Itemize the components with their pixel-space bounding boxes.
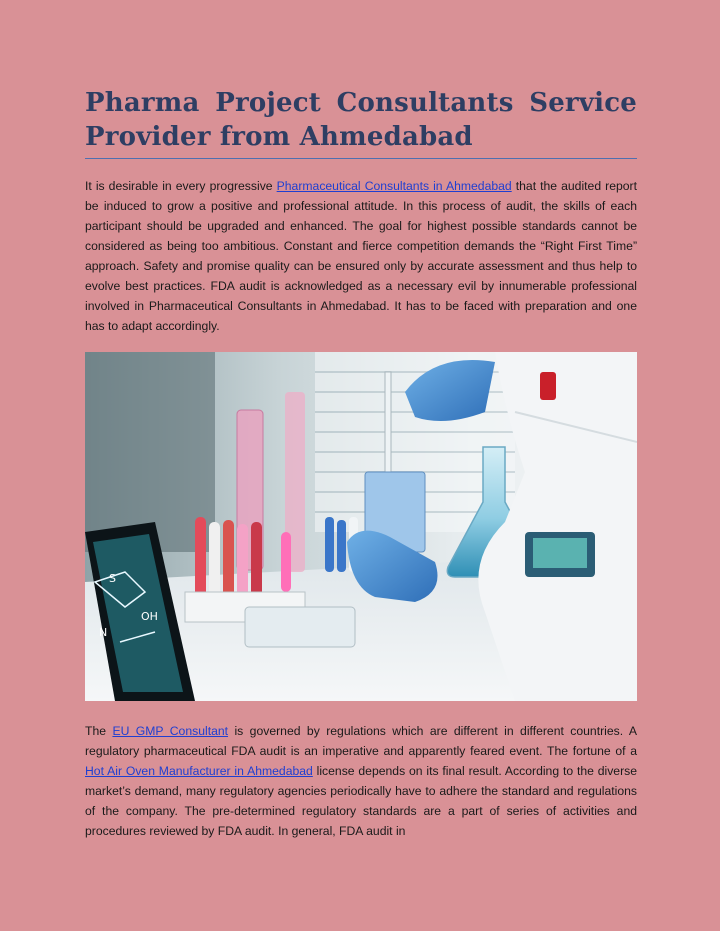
- gmp-paragraph: [85, 721, 637, 841]
- gmp-text-2: is governed by regulations which are different in different countries. A regulatory pharmaceutical FDA audit is an imperative and apparently feared event. The fortune of a: [85, 724, 637, 758]
- gmp-text-3: license depends on its final result. According to the diverse market’s demand, many regulatory agencies periodically have to adhere the standard and regulations of the company. The pre-determined regulatory standards are a part of series of activities and procedures reviewed by FDA audit. In general, FDA audit in: [85, 764, 637, 838]
- title-underline: [85, 158, 637, 159]
- intro-text-end: that the audited report be induced to grow a positive and professional attitude. In this process of audit, the skills of each participant should be upgraded and enhanced. The goal for highest possible standards cannot be considered as being too ambitious. Constant and fierce competition demands the “Right First Time” approach. Safety and promise quality can be ensured only by accurate assessment and thus help to evolve best practices. FDA audit is acknowledged as a necessary evil by innumerable professional involved in Pharmaceutical Consultants in Ahmedabad. It has to be faced with preparation and one has to adapt accordingly.: [85, 179, 638, 333]
- intro-paragraph: [85, 176, 637, 336]
- screen-label-s: S: [109, 572, 116, 585]
- screen-label-oh: OH: [141, 610, 158, 623]
- eu-gmp-consultant-link[interactable]: EU GMP Consultant: [112, 724, 229, 738]
- gmp-text-1: The: [85, 724, 113, 738]
- intro-text-start: It is desirable in every progressive: [85, 179, 277, 193]
- screen-label-n: N: [99, 626, 108, 639]
- document-page: [85, 0, 637, 841]
- page-title: Pharma Project Consultants Service Provider from Ahmedabad: [85, 88, 637, 152]
- pharma-consultants-link[interactable]: Pharmaceutical Consultants in Ahmedabad: [276, 179, 512, 193]
- lab-photo: [85, 352, 637, 701]
- hot-air-oven-link[interactable]: Hot Air Oven Manufacturer in Ahmedabad: [85, 764, 313, 778]
